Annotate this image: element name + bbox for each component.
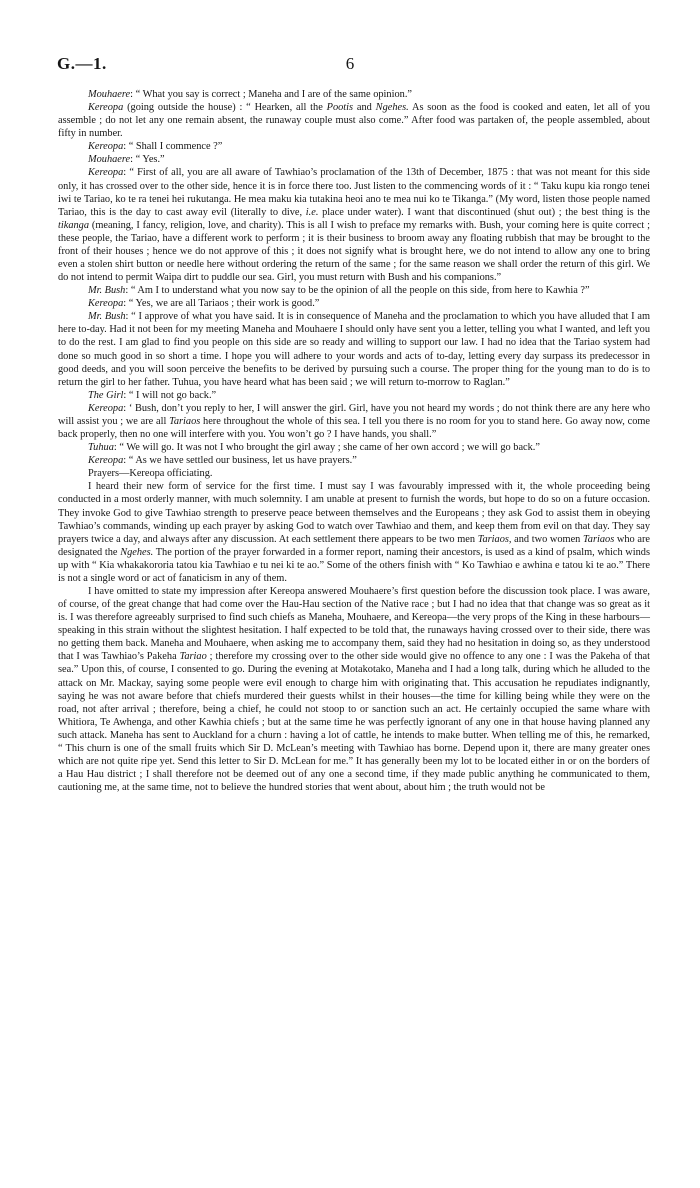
paragraph-text: : “ Shall I commence ?”: [123, 141, 223, 153]
paragraph: [58, 389, 650, 402]
paragraph: [58, 467, 650, 480]
emphasis-text: Tariaos,: [477, 533, 512, 545]
paragraph: [58, 101, 650, 140]
paragraph: [58, 140, 650, 153]
paragraph-text: (meaning, I fancy, religion, love, and charity). This is all I wish to preface my remarks with. Bush, your coming here is quite correct ; these people, the Tariao, have a different work to perform ; it is their business to broom away any floating rubbish that may be brought to the front of their houses ; hence we do not approve of this ; it does not signify what is brought here, we do not intend to allow any one to bring even a stolen shirt button or needle here without ordering the return of the same ; for the same reason we shall order the return of this girl. We do not intend to permit Waipa dirt to puddle our sea. Girl, you must return with Bush and his companions.”: [58, 219, 650, 284]
speaker-name: Kereopa: [88, 102, 124, 114]
page-header: [57, 54, 643, 78]
paragraph-text: : “ We will go. It was not I who brought the girl away ; she came of her own accord ; we will go back.”: [113, 442, 540, 454]
speaker-name: Kereopa: [88, 455, 124, 467]
paragraph-text: : “ I approve of what you have said. It is in consequence of Maneha and the proclamation to which you have alluded that I am here to-day. Had it not been for my meeting Maneha and Mouhaere I should only have sent you a letter, telling you what I wanted, and left you to do the rest. I am glad to find you people on this side are so ready and willing to support our law. I had no idea that the Tariao system had done so much good in so short a time. I hope you will adhere to your words and acts of to-day, letting every day surpass its predecessor in good deeds, and you will soon perceive the benefits to be derived by pursuing such a course. The proper thing for the young man to do is to return the girl to her father. Tuhua, you have heard what has been said ; we will return to-morrow to Raglan.”: [58, 311, 650, 388]
document-reference: G.—1.: [57, 54, 107, 73]
emphasis-text: i.e.: [305, 206, 319, 218]
emphasis-text: Ngehes.: [375, 102, 409, 114]
paragraph: [58, 88, 650, 101]
paragraph-text: (going outside the house) : “ Hearken, all the: [123, 102, 327, 114]
paragraph-text: The portion of the prayer forwarded in a former report, naming their ancestors, is used as a kind of psalm, which winds up with “ Kia whakakororia tatou kia Tawhiao e tu nei ki te ao.” Some of the others finish with “ Ko Tawhiao e awhina e tatou ki te ao.” There is not a single word or act of fanaticism in any of them.: [58, 546, 651, 584]
speaker-name: Kereopa: [88, 167, 124, 179]
emphasis-text: Tariao: [179, 651, 207, 663]
paragraph-text: : “ I will not go back.”: [123, 389, 217, 401]
page-number: 6: [345, 54, 355, 73]
paragraph: [58, 402, 650, 441]
paragraph: [58, 441, 650, 454]
speaker-name: Kereopa: [88, 298, 124, 310]
speaker-name: Mr. Bush: [88, 285, 126, 297]
paragraph: [58, 454, 650, 467]
document-body: [58, 88, 650, 794]
paragraph: [58, 297, 650, 310]
paragraph-text: : “ As we have settled our business, let us have prayers.”: [123, 455, 357, 467]
paragraph: [58, 166, 650, 284]
paragraph-text: ; therefore my crossing over to the other side would give no offence to any one : I was the Pakeha of that sea.” Upon this, of course, I consented to go. During the evening at Motakotako, Maneha and I had a long talk, during which he alluded to the attack on Mr. Mackay, saying some people were evil enough to charge him with originating that. This accusation he repudiates indignantly, saying he was not aware before that chiefs murdered their guests whilst in their houses—the time for killing being while they were on the road, not after arrival ; therefore, being a chief, he could not stoop to or sanction such an act. He certainly occupied the same whare with Whitiora, Te Awhenga, and other Kawhia chiefs ; but at the same time he was perfectly ignorant of any one in that house having planned any such attack. Maneha has sent to Auckland for a churn : having a lot of cattle, he intends to make butter. When telling me of this, he remarked, “ This churn is one of the small fruits which Sir D. McLean’s meeting with Tawhiao has borne. Depend upon it, there are many greater ones which are not quite ripe yet. Send this letter to Sir D. McLean for me.” It has generally been my lot to be located either in or on the borders of a Hau Hau district ; I shall therefore not be deemed out of any one a second time, if they made public anything he communicated to them, cautioning me, at the same time, not to believe the hundred stories that went about, about him ; the truth would not be: [58, 651, 650, 794]
paragraph-text: : “ Yes, we are all Tariaos ; their work is good.”: [123, 298, 320, 310]
paragraph-text: : “ First of all, you are all aware of Tawhiao’s proclamation of the 13th of December, 1875 : that was not meant for this side only, it has crossed over to the other side, hence it is in force there too. Just listen to the commencing words of it : “ Taku kupu kia rongo tenei iwi te Tariao, ko te ra tenei hei rukutanga. He mea maku kia tutakina heoi ano te mea nui ko te Tikanga.” (My word, listen those people named Tariao, this is the day to cast away evil (literally to dive,: [58, 167, 650, 218]
paragraph: [58, 153, 650, 166]
emphasis-text: Tariaos: [169, 415, 201, 427]
paragraph-text: : “ Yes.”: [130, 154, 165, 166]
paragraph-text: Prayers—Kereopa officiating.: [88, 468, 213, 480]
paragraph-text: and: [353, 102, 376, 114]
emphasis-text: tikanga: [58, 219, 90, 231]
paragraph-text: who are designated the: [58, 533, 650, 558]
paragraph-text: and two women: [511, 533, 583, 545]
paragraph-text: place under water). I want that discontinued (shut out) ; the best thing is the: [318, 206, 650, 218]
emphasis-text: Ngehes.: [120, 546, 154, 558]
paragraph-text: : “ What you say is correct ; Maneha and I are of the same opinion.”: [130, 89, 413, 100]
emphasis-text: Tariaos: [583, 533, 615, 545]
speaker-name: Tuhua: [88, 442, 114, 454]
paragraph-text: As soon as the food is cooked and eaten, let all of you assemble ; do not let any one remain absent, the runaway couple must also come.” After food was partaken of, the people assembled, about fifty in number.: [58, 102, 651, 140]
paragraph-text: here throughout the whole of this sea. I tell you there is no room for you to stand here. Go away now, come back properly, then no one will interfere with you. You won’t go ? I have hands, you shall.”: [58, 415, 650, 441]
paragraph-text: I have omitted to state my impression after Kereopa answered Mouhaere’s first question before the discussion took place. I was aware, of course, of the great change that had come over the Hau-Hau section of the Native race ; but I had no idea that that change was so great as it is. I was therefore agreeably surprised to find such chiefs as Maneha, Mouhaere, and Kereopa—the very props of the King in these harbours—speaking in this strain without the slightest hesitation. I half expected to be told that, the runaways having crossed over to their side, there was no getting them back. Maneha and Mouhaere, when asking me to accompany them, said they had no hesitation in doing so, as they understood that I was Tawhiao’s Pakeha: [58, 585, 650, 663]
paragraph: [58, 284, 650, 297]
speaker-name: Mouhaere: [88, 154, 131, 166]
paragraph-text: : ‘ Bush, don’t you reply to her, I will answer the girl. Girl, have you not heard my words ; do not think there are any here who will assist you ; we are all: [58, 402, 650, 427]
speaker-name: Mouhaere: [88, 89, 131, 100]
speaker-name: Kereopa: [88, 141, 124, 153]
speaker-name: Kereopa: [88, 402, 124, 414]
emphasis-text: Pootis: [326, 102, 354, 114]
paragraph: [58, 310, 650, 388]
paragraph-text: : “ Am I to understand what you now say to be the opinion of all the people on this side, from here to Kawhia ?”: [125, 285, 590, 297]
paragraph: [58, 585, 650, 794]
speaker-name: The Girl: [88, 389, 124, 401]
speaker-name: Mr. Bush: [88, 311, 126, 323]
paragraph: [58, 480, 650, 585]
paragraph-text: I heard their new form of service for the first time. I must say I was favourably impressed with it, the whole proceeding being conducted in a most orderly manner, with much solemnity. I am unable at present to furnish the words, but hope to do so on a future occasion. They invoke God to give Tawhiao strength to preserve peace between themselves and the Europeans ; they ask God to assist them in obeying Tawhiao’s commands, winding up each prayer by asking God to watch over Tawhiao and them, and keep them from evil on that day. They say prayers twice a day, and always after any discussion. At each settlement there appears to be two men: [58, 481, 650, 545]
